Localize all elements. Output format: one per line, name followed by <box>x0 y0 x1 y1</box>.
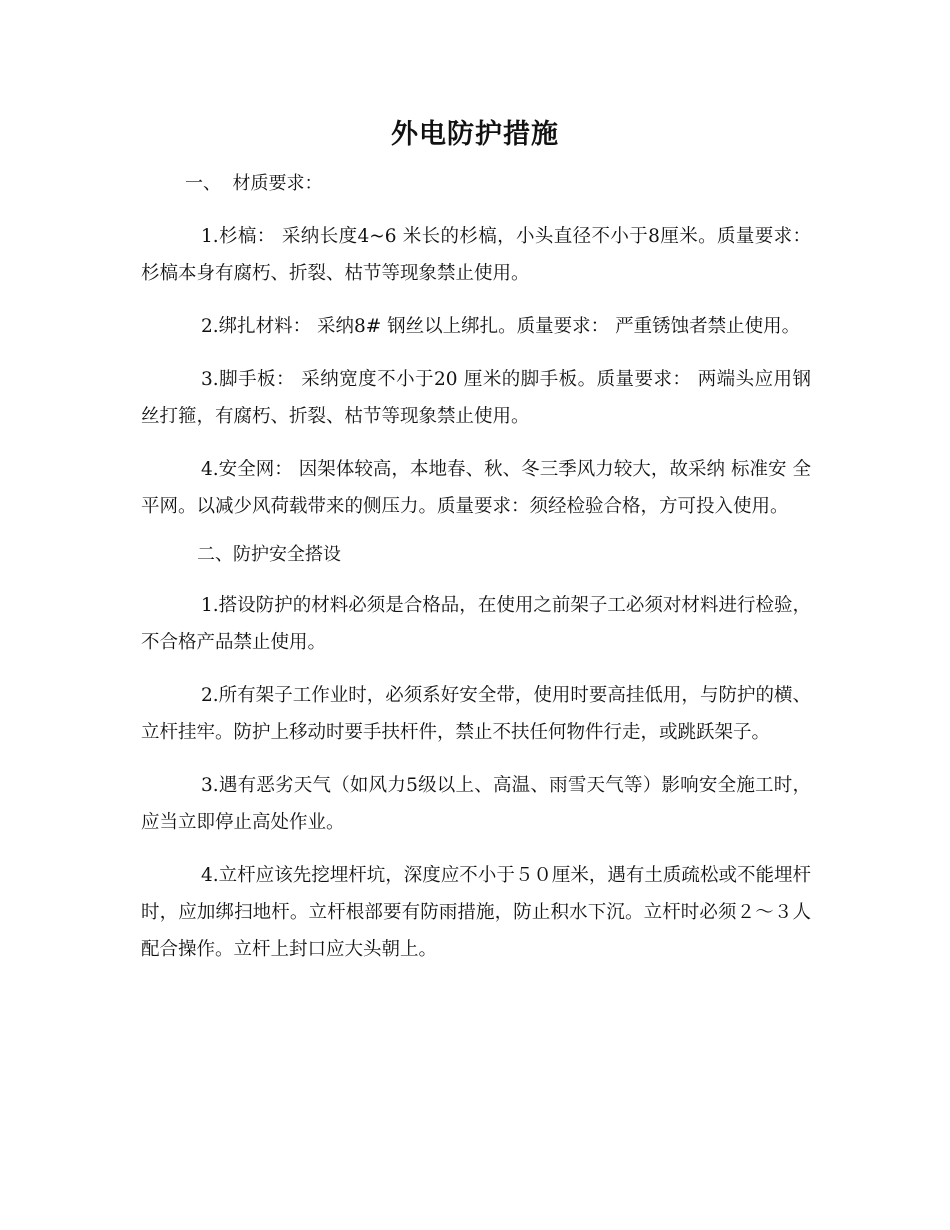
paragraph-scaffold-boards: 3.脚手板： 采纳宽度不小于20 厘米的脚手板。质量要求： 两端头应用钢丝打箍，有腐朽、折裂、枯节等现象禁止使用。 <box>141 369 811 427</box>
paragraph-binding-material: 2.绑扎材料： 采纳8# 钢丝以上绑扎。质量要求： 严重锈蚀者禁止使用。 <box>201 316 801 337</box>
paragraph-pole-pits: 4.立杆应该先挖埋杆坑，深度应不小于５０厘米，遇有土质疏松或不能埋杆时，应加绑扫地杆。立杆根部要有防雨措施，防止积水下沉。立杆时必须２～３人配合操作。立杆上封口应大头朝上。 <box>141 865 811 960</box>
section-heading-materials: 一、 材质要求： <box>185 173 323 194</box>
section-heading-erection: 二、防护安全搭设 <box>197 544 341 565</box>
document-body <box>141 170 811 984</box>
document-title: 外电防护措施 <box>391 119 559 150</box>
paragraph-safety-net: 4.安全网： 因架体较高，本地春、秋、冬三季风力较大，故采纳 标准安 全平网。以减少风荷载带来的侧压力。质量要求：须经检验合格，方可投入使用。 <box>141 459 811 517</box>
paragraph-bad-weather: 3.遇有恶劣天气（如风力5级以上、高温、雨雪天气等）影响安全施工时，应当立即停止高处作业。 <box>141 775 811 833</box>
paragraph-safety-belts: 2.所有架子工作业时，必须系好安全带，使用时要高挂低用，与防护的横、立杆挂牢。防护上移动时要手扶杆件，禁止不扶任何物件行走，或跳跃架子。 <box>141 685 811 743</box>
paragraph-qualified-materials: 1.搭设防护的材料必须是合格品，在使用之前架子工必须对材料进行检验，不合格产品禁止使用。 <box>141 595 811 653</box>
paragraph-fir-poles: 1.杉槁： 采纳长度4~6 米长的杉槁，小头直径不小于8厘米。质量要求：杉槁本身有腐朽、折裂、枯节等现象禁止使用。 <box>141 226 811 284</box>
